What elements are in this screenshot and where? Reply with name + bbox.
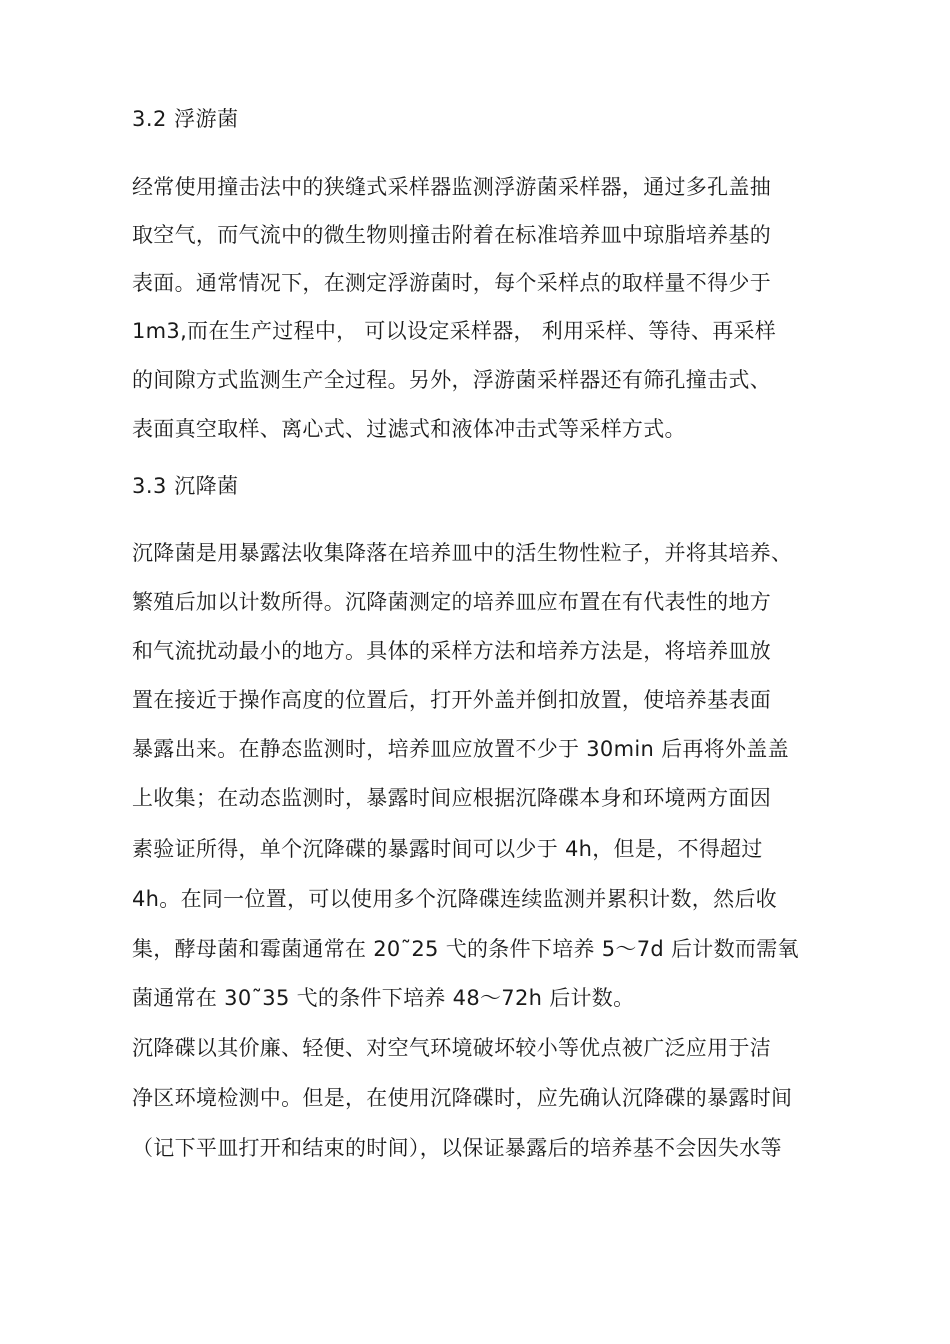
paragraph-line: 菌通常在 30˜35 弋的条件下培养 48～72h 后计数。 <box>132 986 635 1010</box>
section-heading-3-2: 3.2 浮游菌 <box>132 107 239 131</box>
paragraph-line: 沉降菌是用暴露法收集降落在培养皿中的活生物性粒子，并将其培养、 <box>132 541 793 565</box>
paragraph-line: 净区环境检测中。但是，在使用沉降碟时，应先确认沉降碟的暴露时间 <box>132 1086 793 1110</box>
paragraph-line: 经常使用撞击法中的狭缝式采样器监测浮游菌采样器，通过多孔盖抽 <box>132 175 771 199</box>
paragraph-line: 沉降碟以其价廉、轻便、对空气环境破坏较小等优点被广泛应用于洁 <box>132 1036 771 1060</box>
paragraph-line: 置在接近于操作高度的位置后，打开外盖并倒扣放置，使培养基表面 <box>132 688 771 712</box>
paragraph-line: 素验证所得，单个沉降碟的暴露时间可以少于 4h，但是，不得超过 <box>132 837 763 861</box>
paragraph-line: 暴露出来。在静态监测时，培养皿应放置不少于 30min 后再将外盖盖 <box>132 737 789 761</box>
paragraph-line: （记下平皿打开和结束的时间），以保证暴露后的培养基不会因失水等 <box>132 1136 782 1160</box>
paragraph-line: 的间隙方式监测生产全过程。另外，浮游菌采样器还有筛孔撞击式、 <box>132 368 771 392</box>
paragraph-line: 表面真空取样、离心式、过滤式和液体冲击式等采样方式。 <box>132 417 686 441</box>
paragraph-line: 4h。在同一位置，可以使用多个沉降碟连续监测并累积计数，然后收 <box>132 887 777 911</box>
paragraph-line: 1m3,而在生产过程中， 可以设定采样器， 利用采样、等待、再采样 <box>132 319 777 343</box>
paragraph-line: 繁殖后加以计数所得。沉降菌测定的培养皿应布置在有代表性的地方 <box>132 590 771 614</box>
paragraph-line: 和气流扰动最小的地方。具体的采样方法和培养方法是，将培养皿放 <box>132 639 771 663</box>
paragraph-line: 表面。通常情况下，在测定浮游菌时，每个采样点的取样量不得少于 <box>132 271 771 295</box>
paragraph-line: 上收集；在动态监测时，暴露时间应根据沉降碟本身和环境两方面因 <box>132 786 771 810</box>
paragraph-line: 集，酵母菌和霉菌通常在 20˜25 弋的条件下培养 5～7d 后计数而需氧 <box>132 937 799 961</box>
section-heading-3-3: 3.3 沉降菌 <box>132 474 239 498</box>
paragraph-line: 取空气，而气流中的微生物则撞击附着在标准培养皿中琼脂培养基的 <box>132 223 771 247</box>
